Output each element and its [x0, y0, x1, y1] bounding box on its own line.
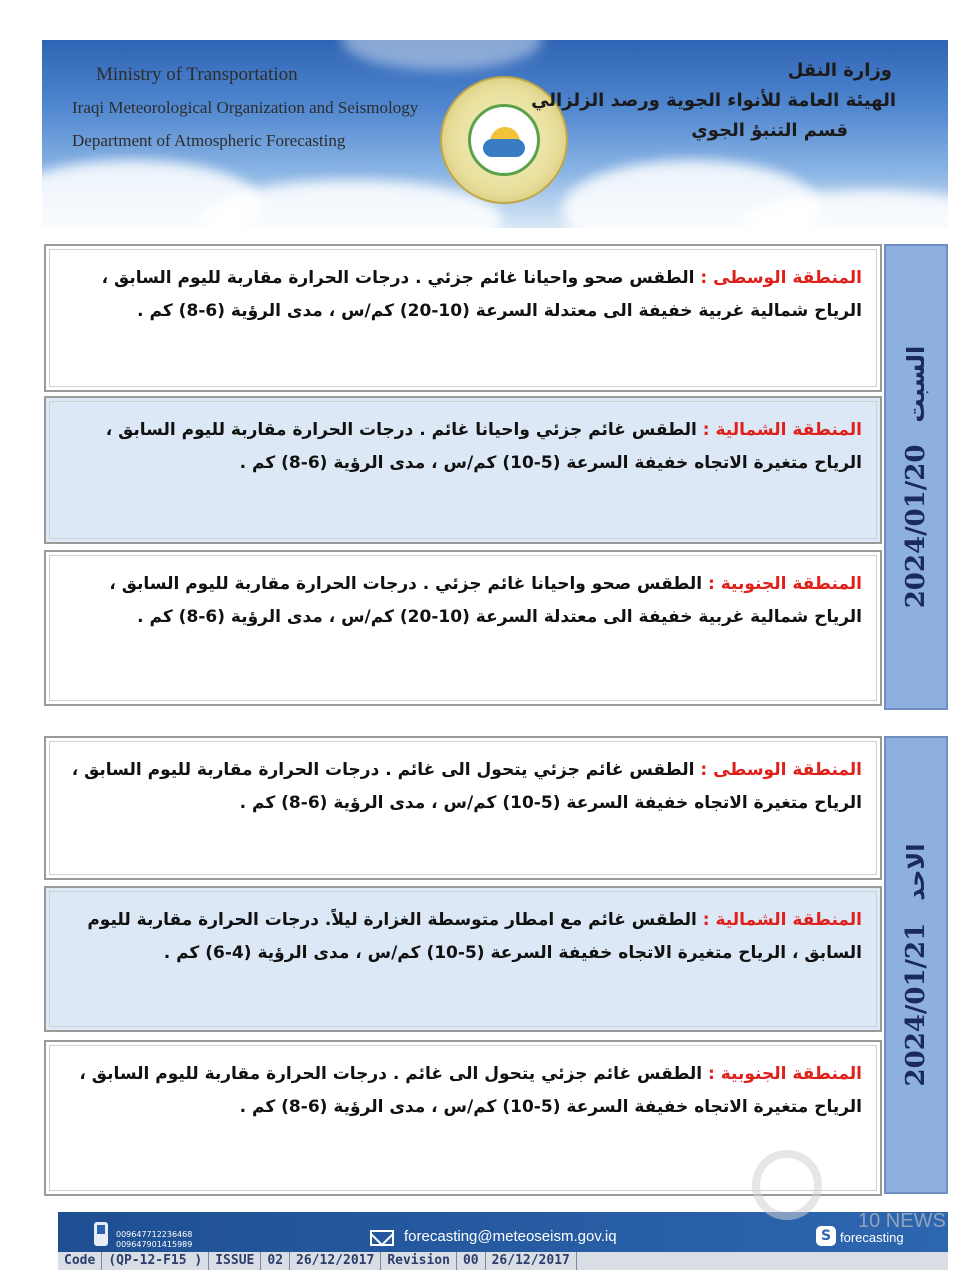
region-panel-northern: [44, 396, 882, 544]
issue-value: 02: [261, 1252, 290, 1270]
region-panel-southern: [44, 550, 882, 706]
region-panel-central: [44, 244, 882, 392]
department-name-en: Department of Atmospheric Forecasting: [72, 131, 346, 150]
phone-number-2: 009647901415989: [116, 1240, 193, 1249]
department-name-ar: قسم التنبؤ الجوي: [691, 120, 848, 141]
day-name: الاحد: [902, 843, 930, 901]
revision-value: 00: [457, 1252, 486, 1270]
revision-date: 26/12/2017: [486, 1252, 577, 1270]
ministry-name-ar: وزارة النقل: [787, 60, 892, 81]
phone-numbers: [116, 1230, 192, 1250]
region-forecast-text: الطقس غائم مع امطار متوسطة الغزارة ليلاً. درجات الحرارة مقاربة لليوم السابق ، الرياح متغيرة الاتجاه خفيفة السرعة (5-10) كم/س ، مدى الرؤية (4-6) كم .: [87, 910, 862, 963]
english-header: [72, 58, 418, 157]
header-banner: [42, 40, 948, 228]
region-label: المنطقة الوسطى :: [700, 760, 862, 780]
skype-handle[interactable]: forecasting: [840, 1230, 904, 1245]
region-forecast-text: الطقس غائم جزئي واحيانا غائم . درجات الحرارة مقاربة لليوم السابق ، الرياح متغيرة الاتجاه خفيفة السرعة (5-10) كم/س ، مدى الرؤية (6-8) كم .: [105, 420, 862, 473]
region-forecast-text: الطقس غائم جزئي يتحول الى غائم . درجات الحرارة مقاربة لليوم السابق ، الرياح متغيرة الاتجاه خفيفة السرعة (5-10) كم/س ، مدى الرؤية (6-8) كم .: [71, 760, 862, 813]
region-forecast-text: الطقس صحو واحيانا غائم جزئي . درجات الحرارة مقاربة لليوم السابق ، الرياح شمالية غربية خفيفة الى معتدلة السرعة (10-20) كم/س ، مدى الرؤية (6-8) كم .: [101, 268, 862, 321]
region-label: المنطقة الشمالية :: [702, 910, 862, 930]
footer-bar: [58, 1212, 948, 1270]
ministry-name-en: Ministry of Transportation: [96, 64, 298, 85]
issue-date: 26/12/2017: [290, 1252, 381, 1270]
mail-icon: [370, 1230, 394, 1246]
date-sidebar: [884, 244, 948, 710]
region-label: المنطقة الشمالية :: [702, 420, 862, 440]
skype-icon: S: [816, 1226, 836, 1246]
region-forecast-text: الطقس غائم جزئي يتحول الى غائم . درجات الحرارة مقاربة لليوم السابق ، الرياح متغيرة الاتجاه خفيفة السرعة (5-10) كم/س ، مدى الرؤية (6-8) كم .: [79, 1064, 862, 1117]
watermark-logo-icon: [752, 1150, 822, 1220]
forecast-date: 2024/01/20: [901, 444, 931, 609]
day-name: السبت: [902, 345, 930, 423]
code-value: (QP-12-F15 ): [102, 1252, 209, 1270]
region-panel-central: [44, 736, 882, 880]
forecast-day-2: [44, 736, 948, 1196]
phone-number-1: 009647712236468: [116, 1230, 193, 1239]
code-label: Code: [58, 1252, 102, 1270]
date-sidebar: [884, 736, 948, 1194]
forecast-day-1: [44, 244, 948, 710]
revision-label: Revision: [381, 1252, 457, 1270]
phone-icon: [94, 1222, 108, 1246]
forecast-date: 2024/01/21: [901, 922, 931, 1087]
region-label: المنطقة الجنوبية :: [708, 1064, 862, 1084]
organization-name-en: Iraqi Meteorological Organization and Seismology: [72, 98, 419, 117]
region-label: المنطقة الوسطى :: [700, 268, 862, 288]
issue-label: ISSUE: [209, 1252, 261, 1270]
region-label: المنطقة الجنوبية :: [708, 574, 862, 594]
email-link[interactable]: forecasting@meteoseism.gov.iq: [404, 1228, 617, 1245]
watermark-text: 10 NEWS: [858, 1210, 946, 1232]
weather-icon: [468, 104, 540, 176]
arabic-header: [531, 56, 896, 146]
region-panel-northern: [44, 886, 882, 1032]
document-code-bar: [58, 1252, 948, 1270]
organization-name-ar: الهيئة العامة للأنواء الجوية ورصد الزلزالي: [531, 90, 896, 111]
region-forecast-text: الطقس صحو واحيانا غائم جزئي . درجات الحرارة مقاربة لليوم السابق ، الرياح شمالية غربية خفيفة الى معتدلة السرعة (10-20) كم/س ، مدى الرؤية (6-8) كم .: [109, 574, 862, 627]
